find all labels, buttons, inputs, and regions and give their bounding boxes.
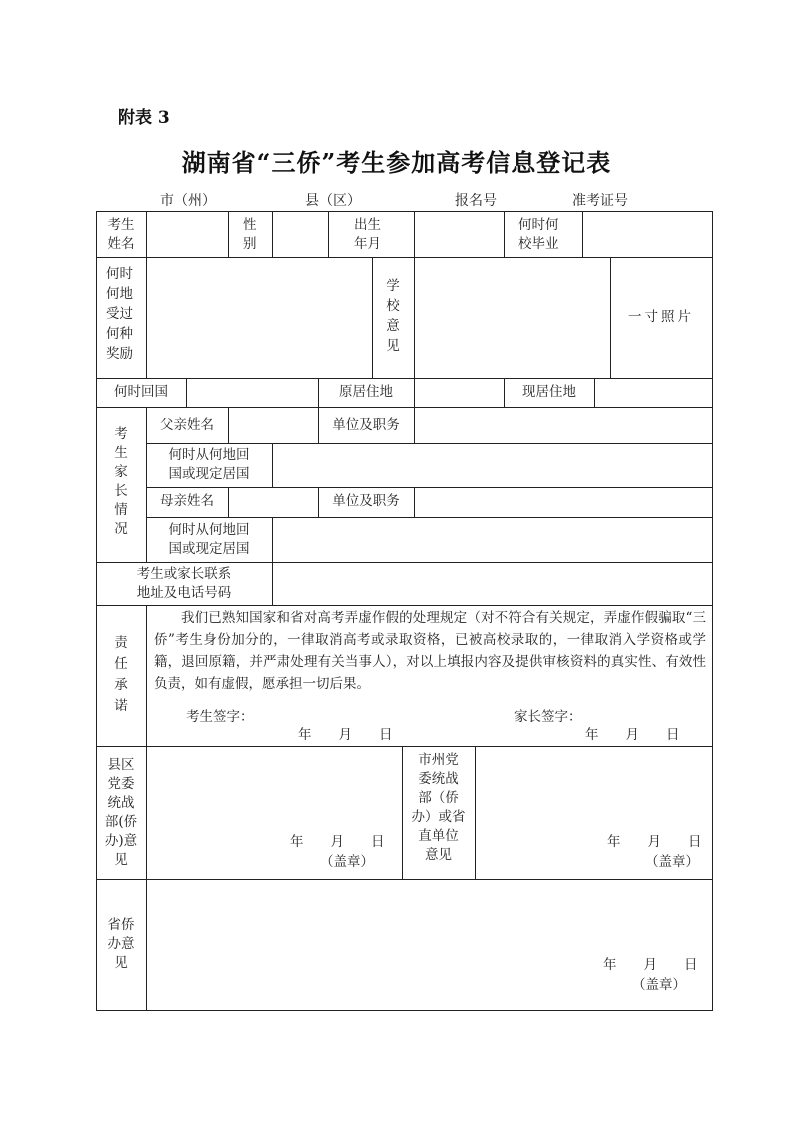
col-divider [146, 605, 147, 746]
col-divider [594, 378, 595, 407]
table-border-top [96, 211, 713, 212]
col-divider [228, 487, 229, 517]
col-divider [272, 443, 273, 487]
col-divider [582, 211, 583, 257]
col-divider [272, 562, 273, 605]
col-divider [414, 257, 415, 378]
table-border-left [96, 211, 97, 1010]
row-divider [96, 746, 713, 747]
parents-section-label: 考 生 家 长 情 况 [114, 426, 128, 537]
col-divider [146, 746, 147, 1010]
col-divider [272, 211, 273, 257]
city-opinion-label: 市州党 委统战 部（侨 办）或省 直单位 意见 [411, 752, 466, 863]
col-divider [372, 257, 373, 378]
contact-label: 考生或家长联系 地址及电话号码 [136, 566, 232, 601]
row-divider [96, 605, 713, 606]
table-border-right [712, 211, 713, 1010]
col-divider [414, 378, 415, 407]
form-title: 湖南省“三侨”考生参加高考信息登记表 [181, 148, 612, 177]
school-opinion-label: 学 校 意 见 [386, 278, 400, 354]
student-name-label: 考生 姓名 [107, 217, 135, 252]
col-divider [186, 378, 187, 407]
col-divider [328, 211, 329, 257]
col-divider [414, 407, 415, 443]
col-divider [146, 257, 147, 378]
current-address-label: 现居住地 [522, 384, 576, 400]
birth-date-label: 出生 年月 [354, 217, 381, 252]
mother-unit-label: 单位及职务 [332, 493, 400, 509]
province-opinion-date: 年 月 日 [603, 957, 698, 973]
parent-sign-date: 年 月 日 [585, 727, 680, 743]
col-divider [414, 211, 415, 257]
row-divider [96, 257, 713, 258]
student-signature-label: 考生签字： [186, 709, 254, 725]
awards-label: 何时 何地 受过 何种 奖励 [106, 266, 133, 362]
parent-signature-label: 家长签字： [514, 709, 582, 725]
father-residence-label: 何时从何地回 国或现定居国 [168, 447, 250, 482]
row-divider [146, 487, 713, 488]
province-opinion-label: 省侨 办意 见 [107, 917, 135, 971]
student-sign-date: 年 月 日 [298, 727, 393, 743]
city-opinion-seal: （盖章） [645, 854, 699, 870]
father-unit-label: 单位及职务 [332, 417, 400, 433]
pledge-text: 我们已熟知国家和省对高考弄虚作假的处理规定（对不符合有关规定，弄虚作假骗取“三侨”考生身份加分的，一律取消高考或录取资格，已被高校录取的，一律取消入学资格或学籍，退回原籍，并严肃处理有关当事人），对以上填报内容及提供审核资料的真实性、有效性负责，如有虚假，愿承担一切后果。 [154, 610, 706, 692]
registration-number-label: 报名号 [455, 193, 497, 209]
province-opinion-seal: （盖章） [632, 977, 686, 993]
col-divider [146, 211, 147, 257]
col-divider [414, 487, 415, 517]
county-opinion-label: 县区 党委 统战 部(侨 办)意 见 [104, 757, 138, 868]
city-opinion-date: 年 月 日 [607, 834, 702, 850]
row-divider [146, 517, 713, 518]
return-time-label: 何时回国 [114, 384, 168, 400]
col-divider [475, 746, 476, 879]
row-divider [96, 562, 713, 563]
city-label: 市（州） [160, 193, 216, 209]
table-border-bottom [96, 1010, 713, 1011]
col-divider [228, 211, 229, 257]
gender-label: 性 别 [243, 217, 257, 252]
col-divider [228, 407, 229, 443]
row-divider [146, 443, 713, 444]
row-divider [96, 407, 713, 408]
county-label: 县（区） [305, 193, 361, 209]
county-opinion-date: 年 月 日 [290, 834, 385, 850]
col-divider [504, 211, 505, 257]
attachment-label: 附表 3 [118, 108, 170, 128]
row-divider [96, 879, 713, 880]
graduation-label: 何时何 校毕业 [518, 217, 559, 252]
row-divider [96, 378, 713, 379]
col-divider [272, 517, 273, 562]
original-address-label: 原居住地 [339, 384, 393, 400]
photo-placeholder: 一寸照片 [628, 309, 694, 325]
father-name-label: 父亲姓名 [160, 417, 214, 433]
admission-ticket-label: 准考证号 [572, 193, 628, 209]
mother-name-label: 母亲姓名 [160, 493, 214, 509]
county-opinion-seal: （盖章） [320, 854, 374, 870]
pledge-label: 责 任 承 诺 [114, 635, 128, 714]
mother-residence-label: 何时从何地回 国或现定居国 [168, 522, 250, 557]
